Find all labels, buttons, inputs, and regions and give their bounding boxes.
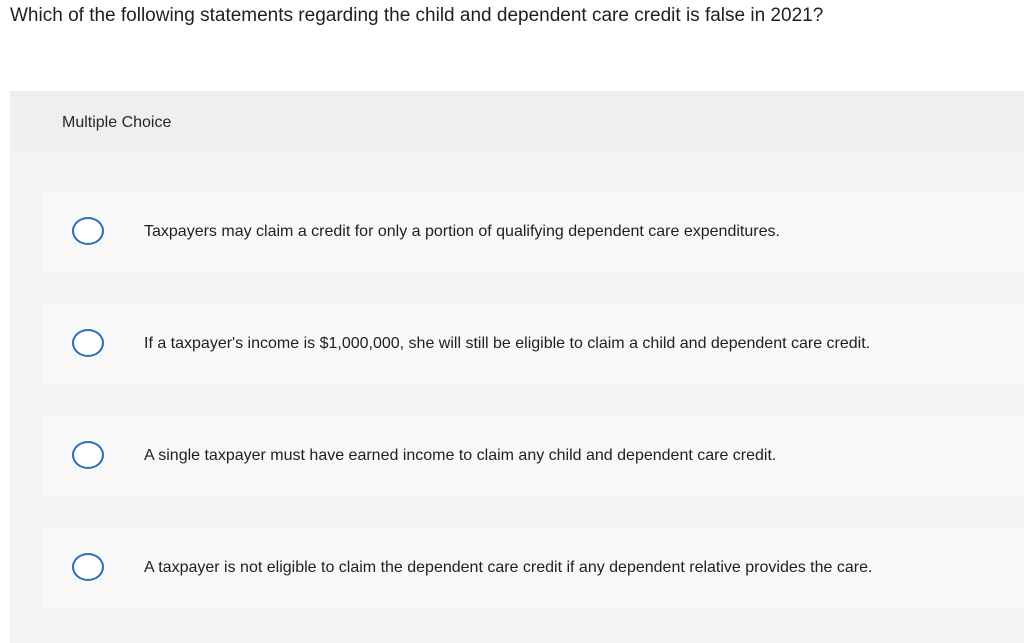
radio-button-icon[interactable] — [72, 441, 104, 469]
answer-option-label: A single taxpayer must have earned income to claim any child and dependent care credit. — [144, 447, 777, 464]
answer-option-4[interactable] — [42, 527, 1024, 608]
panel-header-label: Multiple Choice — [62, 114, 172, 131]
answer-option-label: If a taxpayer's income is $1,000,000, she will still be eligible to claim a child and dependent care credit. — [144, 335, 871, 352]
multiple-choice-panel — [10, 91, 1024, 643]
answer-option-1[interactable] — [42, 191, 1024, 272]
options-list — [10, 152, 1024, 643]
question-text: Which of the following statements regarding the child and dependent care credit is false in 2021? — [10, 5, 824, 26]
panel-header — [10, 91, 1024, 152]
answer-option-3[interactable] — [42, 415, 1024, 496]
answer-option-2[interactable] — [42, 303, 1024, 384]
radio-button-icon[interactable] — [72, 217, 104, 245]
answer-option-label: A taxpayer is not eligible to claim the dependent care credit if any dependent relative provides the care. — [144, 559, 873, 576]
radio-button-icon[interactable] — [72, 329, 104, 357]
radio-button-icon[interactable] — [72, 553, 104, 581]
answer-option-label: Taxpayers may claim a credit for only a portion of qualifying dependent care expenditures. — [144, 223, 780, 240]
